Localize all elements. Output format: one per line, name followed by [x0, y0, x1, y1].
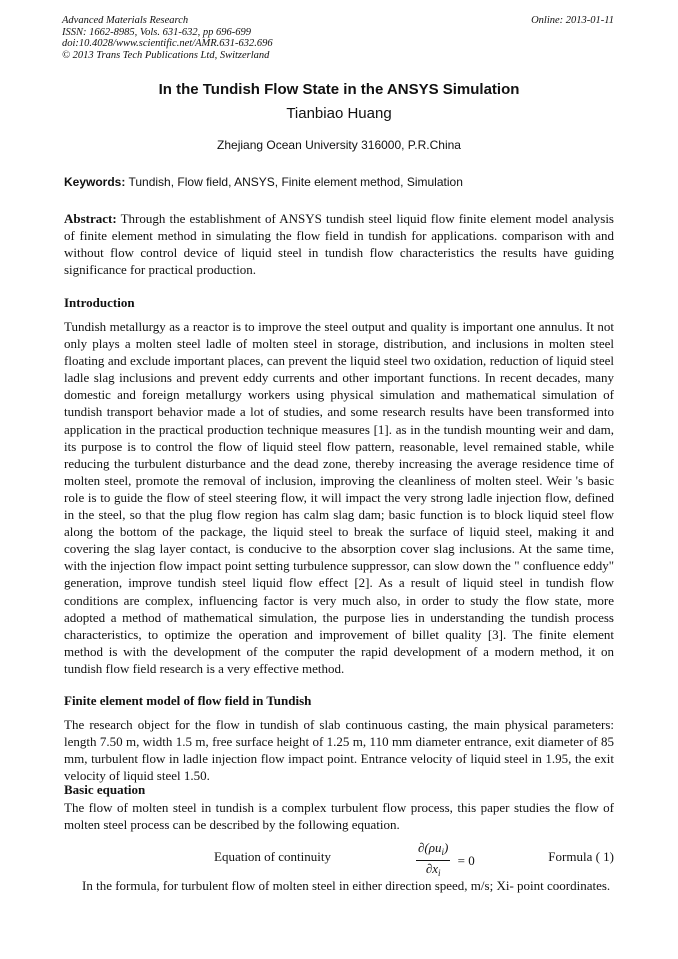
- issn-line: ISSN: 1662-8985, Vols. 631-632, pp 696-699: [62, 26, 251, 38]
- abstract-label: Abstract:: [64, 211, 117, 226]
- formula-number: Formula ( 1): [548, 849, 614, 864]
- paper-title: In the Tundish Flow State in the ANSYS Simulation: [158, 81, 520, 98]
- online-date: Online: 2013-01-11: [531, 15, 614, 26]
- journal-name: Advanced Materials Research: [62, 15, 189, 26]
- basic-equation-text: The flow of molten steel in tundish is a complex turbulent flow process, this paper studies the flow of molten steel process can be described by the following equation.: [64, 800, 614, 833]
- fem-heading: Finite element model of flow field in Tundish: [64, 693, 312, 708]
- equation-denominator: $\partial x_i$: [425, 861, 441, 878]
- equation-label: Equation of continuity: [214, 849, 331, 864]
- copyright-line: © 2013 Trans Tech Publications Ltd, Switzerland: [62, 49, 270, 61]
- continuity-equation: [416, 840, 475, 881]
- equation-fraction: [416, 840, 450, 881]
- journal-meta: [62, 15, 273, 61]
- equation-row: [64, 840, 614, 876]
- keywords-label: Keywords:: [64, 175, 126, 189]
- formula-explanation: In the formula, for turbulent flow of molten steel in either direction speed, m/s; Xi- point coordinates.: [82, 878, 611, 893]
- abstract: [64, 210, 614, 278]
- equation-numerator: $\partial(\rho u_i)$: [416, 840, 450, 861]
- basic-equation-heading: Basic equation: [64, 782, 146, 797]
- abstract-text: Through the establishment of ANSYS tundish steel liquid flow finite element model analysis of finite element method in simulating the flow field in tundish for applications. comparison with and without flow control device of liquid steel in tundish flow characteristics the results have guiding significance for practical production.: [64, 211, 614, 278]
- fem-text: The research object for the flow in tundish of slab continuous casting, the main physical parameters: length 7.50 m, width 1.5 m, free surface height of 1.25 m, 110 mm diameter entrance, exit diameter of 85 mm, turbulent flow in ladle injection flow impact point. Entrance velocity of liquid steel in 1.95, the exit velocity of liquid steel 1.50.: [64, 717, 614, 784]
- keywords-text: Tundish, Flow field, ANSYS, Finite element method, Simulation: [128, 175, 463, 189]
- keywords: [64, 175, 624, 189]
- author-name: Tianbiao Huang: [286, 105, 392, 122]
- equation-rhs: = 0: [457, 852, 475, 868]
- doi-line: doi:10.4028/www.scientific.net/AMR.631-632.696: [62, 38, 273, 49]
- introduction-heading: Introduction: [64, 295, 135, 310]
- introduction-text: Tundish metallurgy as a reactor is to improve the steel output and quality is important one annulus. It not only plays a molten steel ladle of molten steel in storage, distribution, and inclusions in molten steel floating and exclude important places, can prevent the liquid steel two oxidation, reduction of liquid steel ladle slag inclusions and prevent eddy currents and other important functions. In recent decades, many domestic and foreign metallurgy workers using physical simulation and mathematical simulation of tundish transport behavior made a lot of studies, and some research results have been transformed into application in the practical production technique measures [1]. as in the tundish mounting weir and dam, its purpose is to control the flow of liquid steel flow pattern, reasonable, level remained stable, while reducing the turbulent disturbance and the dead zone, thereby increasing the average residence time of molten steel, promote the removal of inclusion, improving the cleanliness of molten steel. Weir 's basic role is to guide the flow of steel steering flow, it will impact the very strong ladle injection flow, defined in the steel, so that the plug flow region has calm slag dam; basic function is to block liquid steel flow along the bottom of the package, the liquid steel to break the surface of liquid steel, making it and covering the slag layer contact, is conducive to the absorption cover slag inclusions. At the same time, with the injection flow impact point setting turbulence suppressor, can slow down the " confluence eddy" generation, improve tundish steel liquid flow effect [2]. As a result of liquid steel in tundish flow conditions are complex, influencing factor is very much also, in order to study the flow state, more adopted a method of mathematical simulation, the purpose lies in understanding the tundish process characteristics, to optimize the operation and improvement of billet quality [3]. The finite element method is with the development of the computer the rapid development of a modern method, it on tundish flow field research is a very effective method.: [64, 319, 614, 676]
- affiliation: Zhejiang Ocean University 316000, P.R.China: [217, 138, 461, 152]
